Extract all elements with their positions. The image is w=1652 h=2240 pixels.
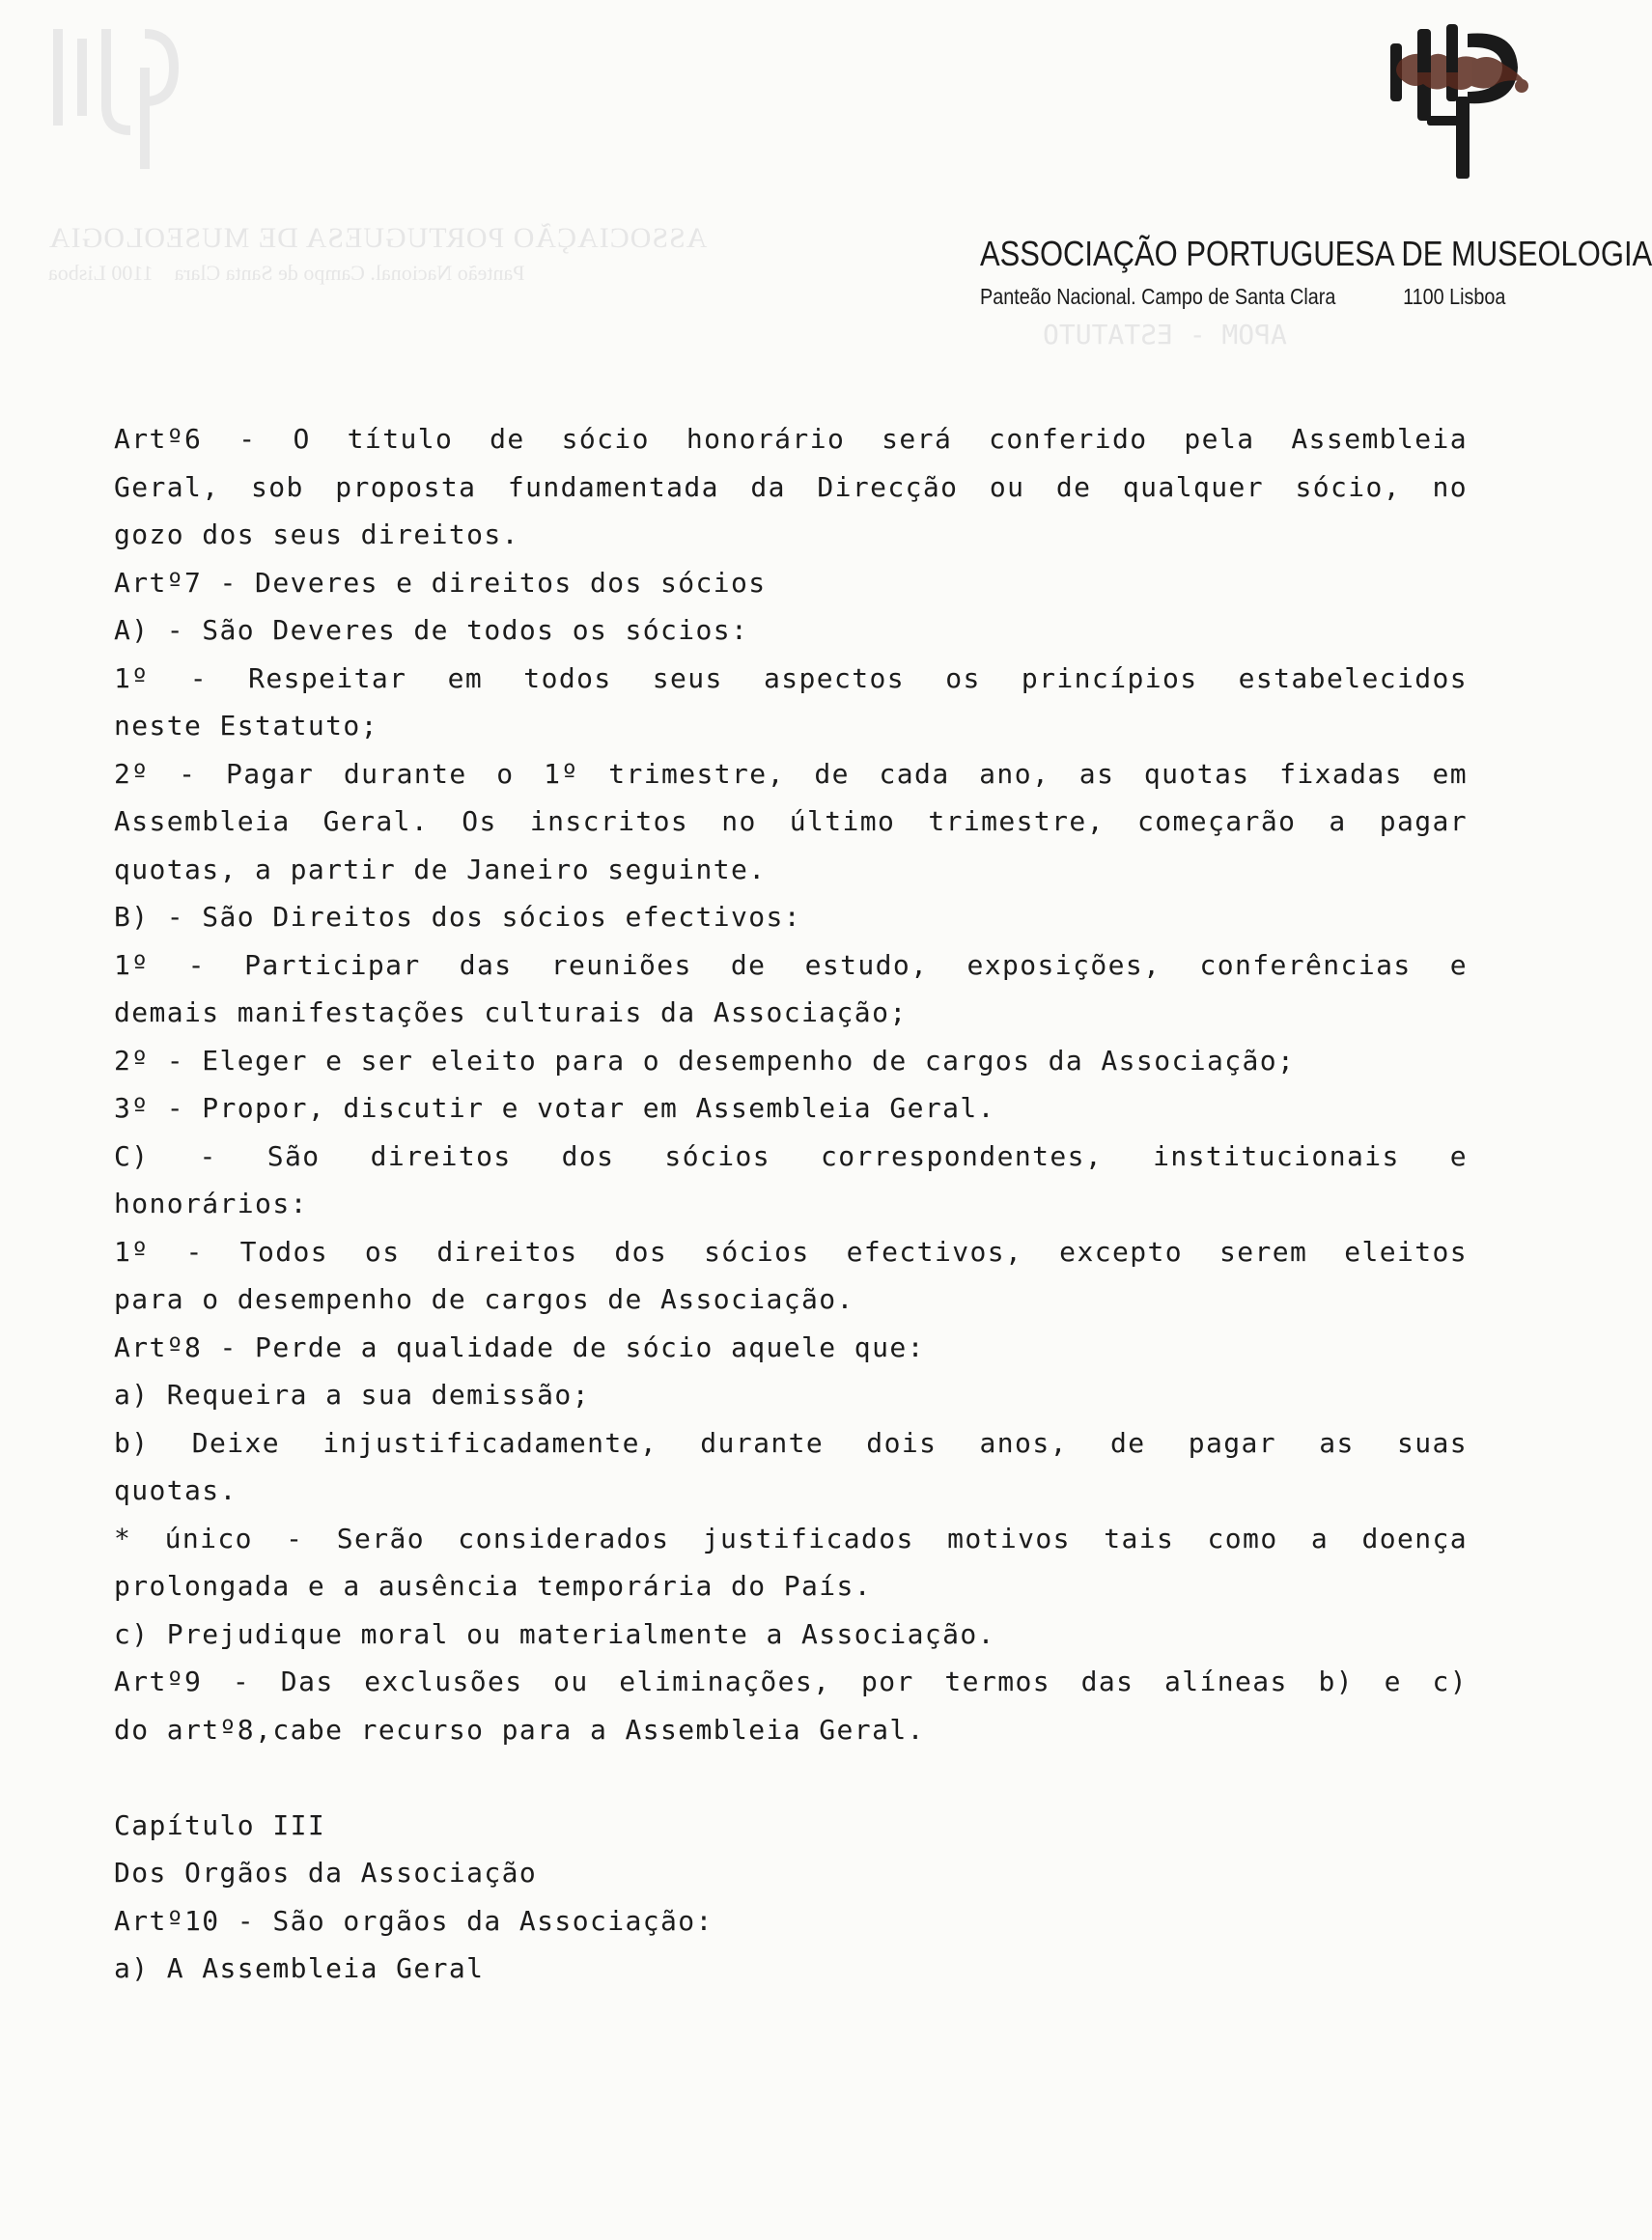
text-line: quotas. xyxy=(114,1474,238,1506)
text-line: Artº6 - O título de sócio honorário será conferido pela Assembleia xyxy=(114,423,1468,455)
apom-monogram-icon xyxy=(1371,14,1545,183)
organization-name: ASSOCIAÇÃO PORTUGUESA DE MUSEOLOGIA xyxy=(980,234,1652,273)
text-line: 2º - Pagar durante o 1º trimestre, de cada ano, as quotas fixadas em xyxy=(114,757,1468,790)
text-line: 2º - Eleger e ser eleito para o desempenho de cargos da Associação; xyxy=(114,1044,1296,1077)
text-line: b) Deixe injustificadamente, durante dois anos, de pagar as suas xyxy=(114,1426,1468,1459)
bleed-through-heading: APOM - ESTATUTO xyxy=(1043,319,1287,350)
text-line: quotas, a partir de Janeiro seguinte. xyxy=(114,853,767,885)
article-heading: Artº10 - São orgãos da Associação: xyxy=(114,1904,714,1937)
text-line: a) Requeira a sua demissão; xyxy=(114,1379,590,1411)
paragraph-gap xyxy=(114,1753,1468,1802)
text-line: Artº9 - Das exclusões ou eliminações, por termos das alíneas b) e c) xyxy=(114,1666,1468,1697)
letterhead-address-line xyxy=(980,284,1505,310)
article-heading: Artº8 - Perde a qualidade de sócio aquele que: xyxy=(114,1330,925,1363)
organization-address: Panteão Nacional. Campo de Santa Clara xyxy=(980,284,1336,309)
text-line: do artº8,cabe recurso para a Assembleia Geral. xyxy=(114,1713,925,1746)
text-line: Geral, sob proposta fundamentada da Direcção ou de qualquer sócio, no xyxy=(114,470,1468,503)
text-line: 1º - Respeitar em todos seus aspectos os princípios estabelecidos xyxy=(114,661,1468,694)
text-line: C) - São direitos dos sócios correspondentes, institucionais e xyxy=(114,1139,1468,1172)
chapter-subtitle: Dos Orgãos da Associação xyxy=(114,1857,538,1889)
bleed-through-logo-icon xyxy=(39,10,193,174)
text-line: prolongada e a ausência temporária do País. xyxy=(114,1570,873,1602)
text-line: 1º - Participar das reuniões de estudo, exposições, conferências e xyxy=(114,948,1468,981)
text-line: para o desempenho de cargos de Associação. xyxy=(114,1283,854,1315)
bleed-through-address: Panteão Nacional. Campo de Santa Clara 1100 Lisboa xyxy=(48,261,525,285)
text-line: a) A Assembleia Geral xyxy=(114,1952,485,1984)
text-line: Assembleia Geral. Os inscritos no último trimestre, começarão a pagar xyxy=(114,805,1468,837)
organization-city: 1100 Lisboa xyxy=(1403,284,1506,309)
text-line: * único - Serão considerados justificados motivos tais como a doença xyxy=(114,1522,1468,1554)
statute-text xyxy=(114,415,1468,1993)
bleed-through-letterhead: ASSOCIAÇÃO PORTUGUESA DE MUSEOLOGIA xyxy=(48,222,708,254)
text-line: A) - São Deveres de todos os sócios: xyxy=(114,614,749,646)
text-line: c) Prejudique moral ou materialmente a Associação. xyxy=(114,1617,995,1650)
text-line: honorários: xyxy=(114,1188,308,1219)
text-line: 3º - Propor, discutir e votar em Assembleia Geral. xyxy=(114,1092,995,1124)
text-line: neste Estatuto; xyxy=(114,710,378,742)
text-line: demais manifestações culturais da Associação; xyxy=(114,996,908,1028)
chapter-title: Capítulo III xyxy=(114,1808,326,1841)
text-line: 1º - Todos os direitos dos sócios efectivos, excepto serem eleitos xyxy=(114,1235,1468,1268)
letterhead xyxy=(980,234,1652,310)
article-heading: Artº7 - Deveres e direitos dos sócios xyxy=(114,566,767,599)
text-line: B) - São Direitos dos sócios efectivos: xyxy=(114,901,802,933)
text-line: gozo dos seus direitos. xyxy=(114,518,519,550)
